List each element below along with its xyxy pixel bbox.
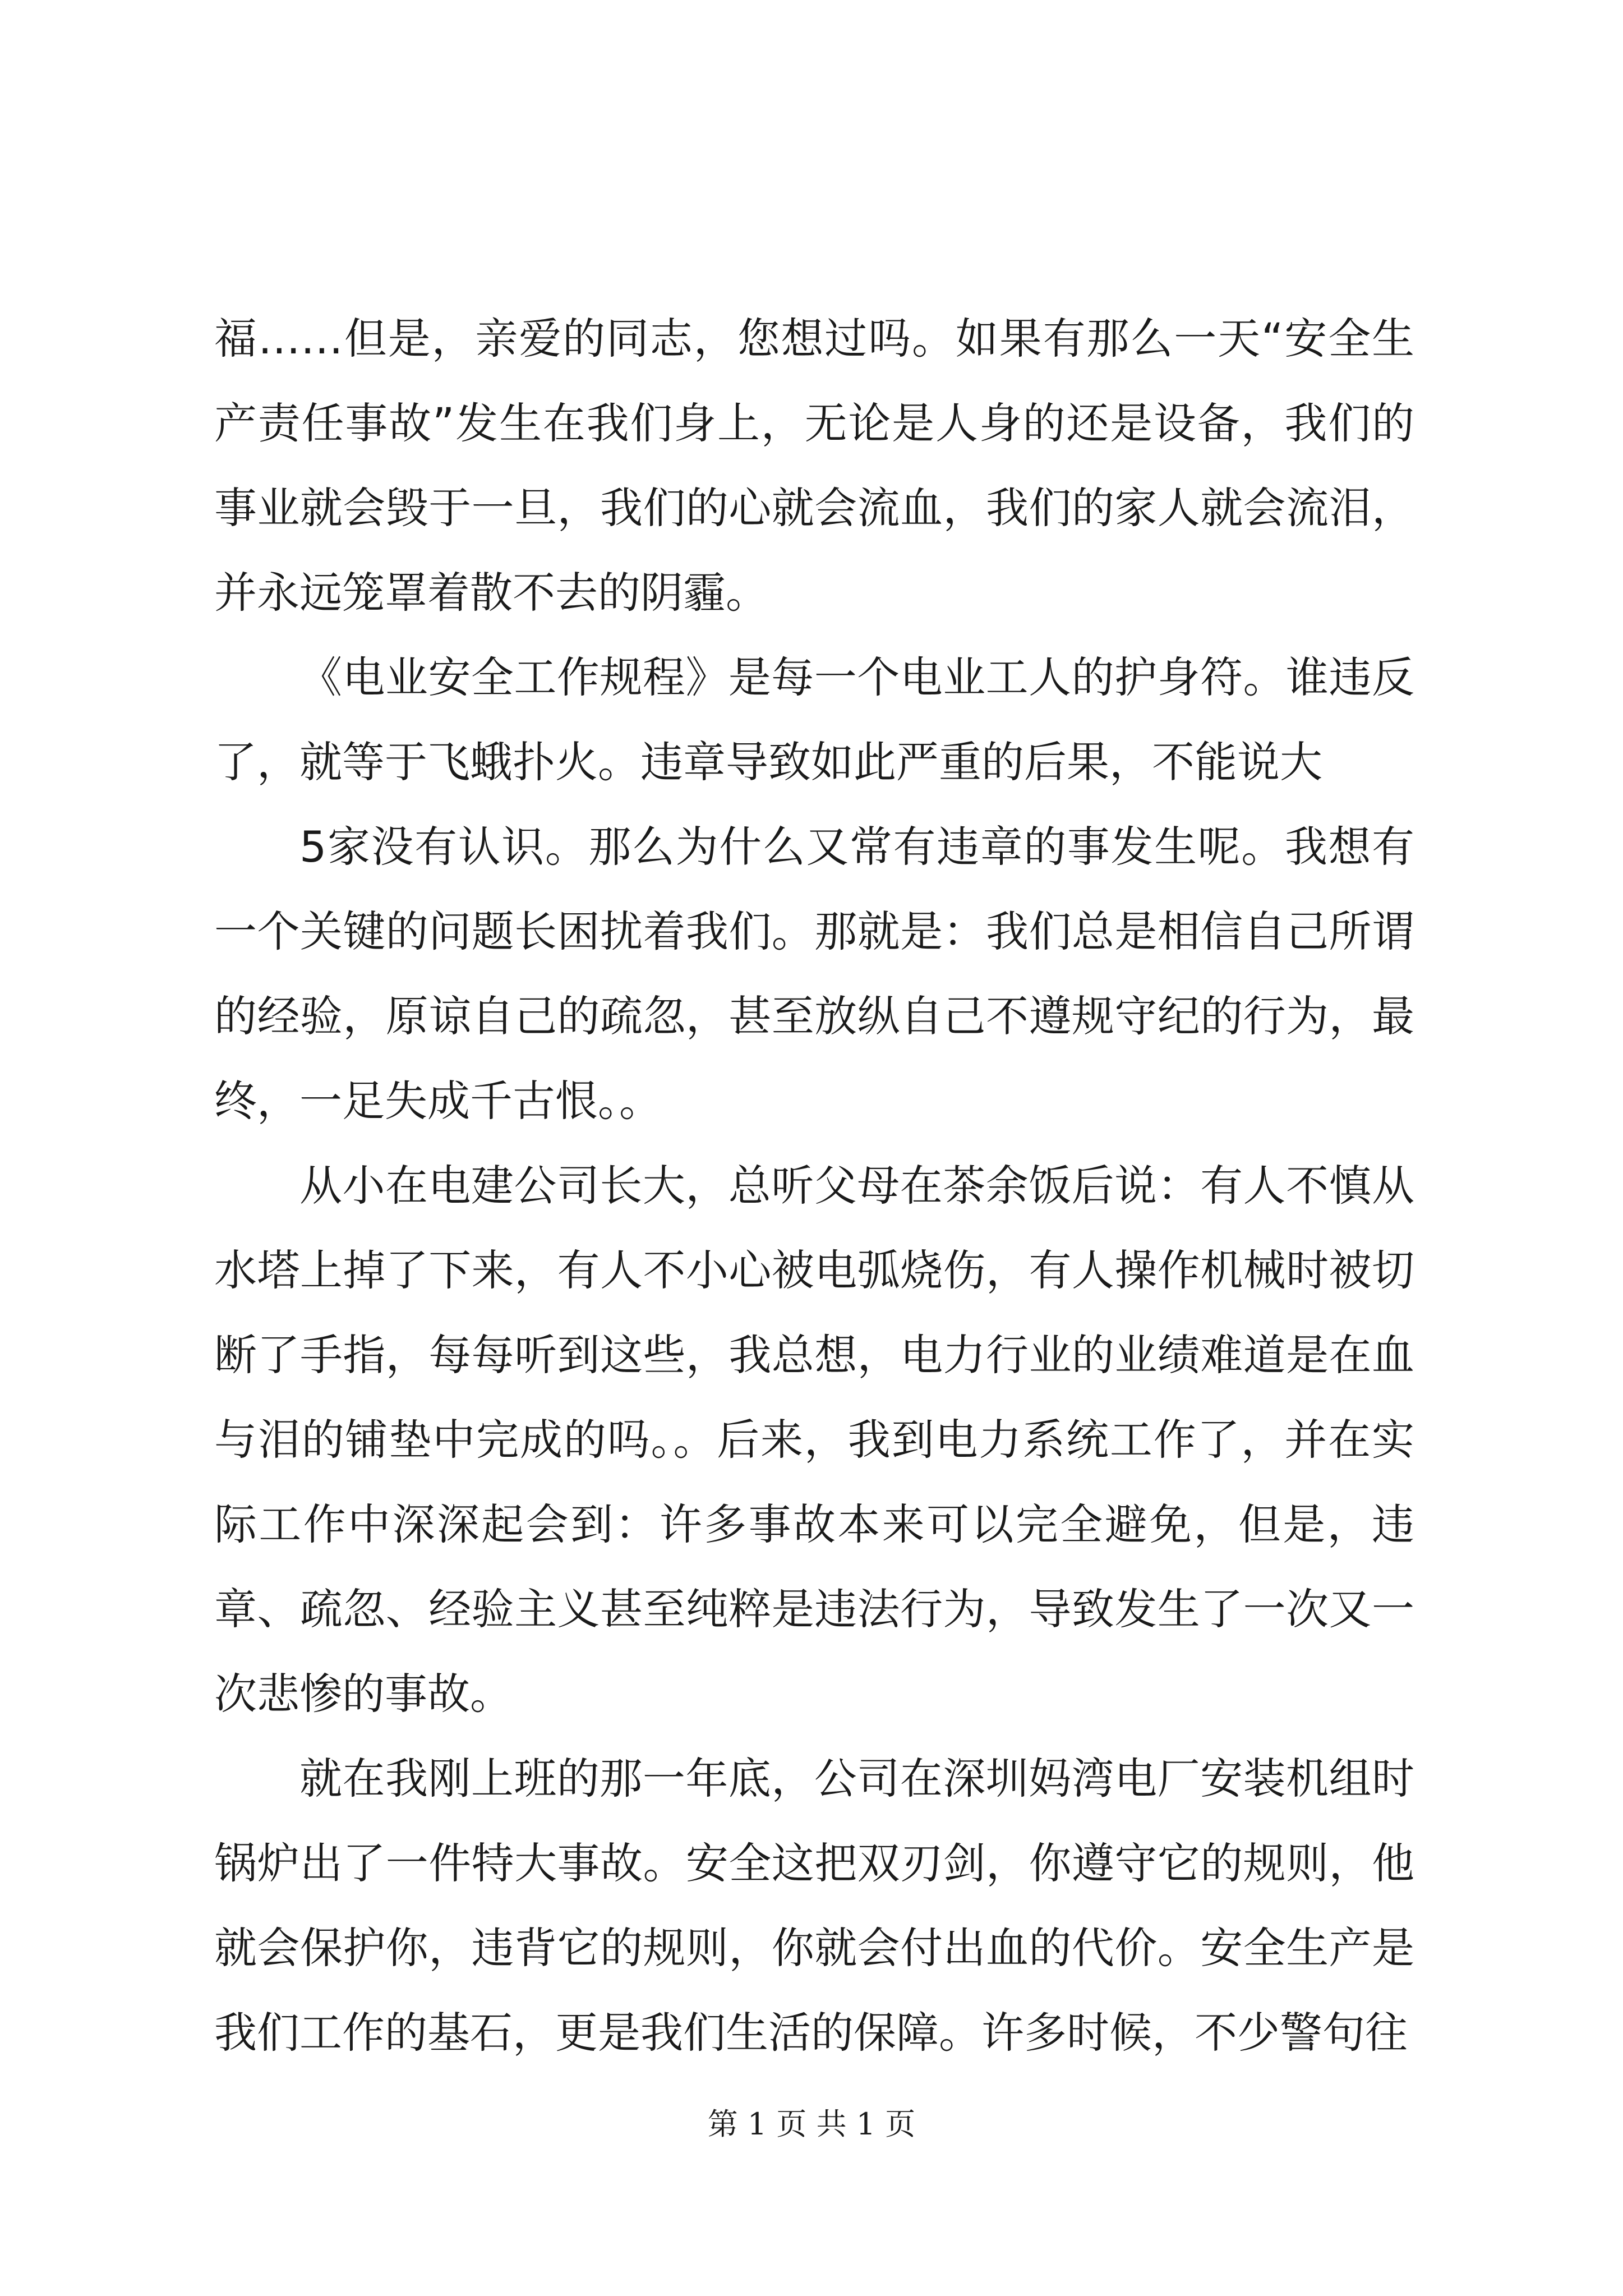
paragraph-4: 从小在电建公司长大，总听父母在茶余饭后说：有人不慎从水塔上掉了下来，有人不小心被电弧烧伤，有人操作机械时被切断了手指，每每听到这些，我总想，电力行业的业绩难道是在血与泪的铺垫中完成的吗。。后来，我到电力系统工作了，并在实际工作中深深起会到：许多事故本来可以完全避免，但是，违章、疏忽、经验主义甚至纯粹是违法行为，导致发生了一次又一次悲惨的事故。 xyxy=(214,1161,1414,1719)
paragraph-1: 福……但是，亲爱的同志，您想过吗。如果有那么一天“安全生产责任事故”发生在我们身上，无论是人身的还是设备，我们的事业就会毁于一旦，我们的心就会流血，我们的家人就会流泪，并永远笼罩着散不去的阴霾。 xyxy=(214,314,1414,618)
paragraph-2: 《电业安全工作规程》是每一个电业工人的护身符。谁违反了，就等于飞蛾扑火。违章导致如此严重的后果，不能说大 xyxy=(214,652,1414,787)
page-number-footer: 第 1 页 共 1 页 xyxy=(707,2106,916,2142)
document-body xyxy=(214,296,1414,2075)
paragraph-3: 5家没有认识。那么为什么又常有违章的事发生呢。我想有一个关键的问题长困扰着我们。那就是：我们总是相信自己所谓的经验，原谅自己的疏忽，甚至放纵自己不遵规守纪的行为，最终，一足失成千古恨。。 xyxy=(214,822,1414,1126)
paragraph-5: 就在我刚上班的那一年底，公司在深圳妈湾电厂安装机组时锅炉出了一件特大事故。安全这把双刃剑，你遵守它的规则，他就会保护你，违背它的规则，你就会付出血的代价。安全生产是我们工作的基石，更是我们生活的保障。许多时候，不少警句往 xyxy=(214,1754,1414,2058)
